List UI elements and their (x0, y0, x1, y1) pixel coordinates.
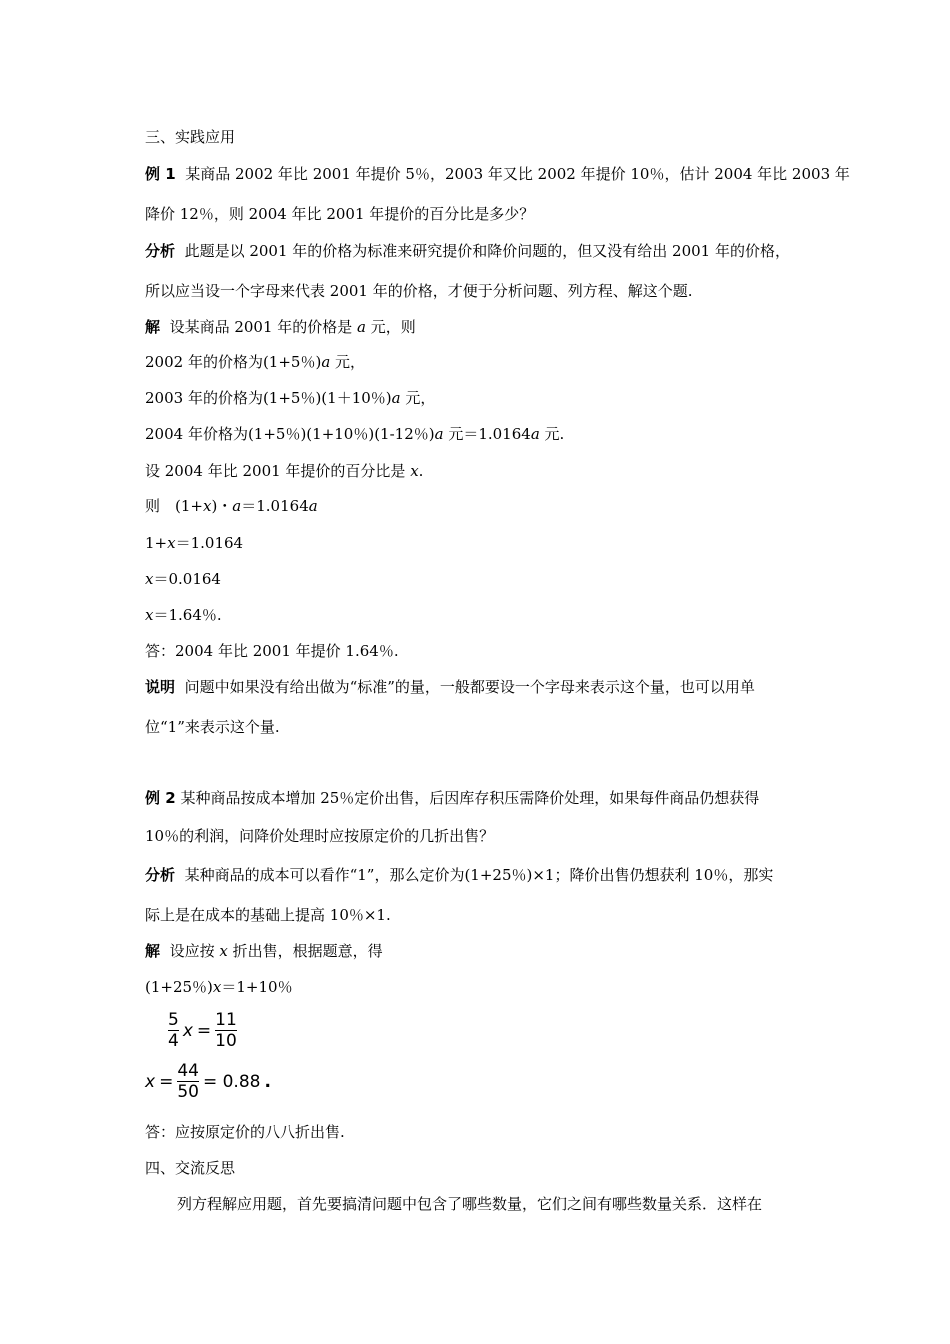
equation-1 (145, 496, 318, 516)
section-4-paragraph: 列方程解应用题，首先要搞清问题中包含了哪些数量，它们之间有哪些数量关系．这样在 (177, 1195, 763, 1213)
step-tail: 元. (539, 425, 565, 443)
section-4-title: 四、交流反思 (145, 1159, 236, 1177)
eq-part: ＝1.0164 (241, 497, 309, 515)
example-2-question-line-2: 10％的利润，问降价处理时应按原定价的几折出售？ (145, 827, 495, 845)
fraction-denominator: 4 (168, 1031, 179, 1051)
example-1-note-line-1 (145, 677, 755, 697)
variable-x: x (212, 978, 222, 996)
eq-part: )・ (211, 497, 233, 515)
eq-part: ＝0.0164 (153, 570, 221, 588)
example-1-answer: 答：2004 年比 2001 年提价 1.64％. (145, 642, 399, 660)
step-tail: 元， (330, 353, 366, 371)
analysis-text: 此题是以 2001 年的价格为标准来研究提价和降价问题的，但又没有给出 2001 年的价格， (184, 242, 790, 260)
equals-sign: = (159, 1071, 174, 1092)
example-1-question-line-1 (145, 164, 850, 184)
equation-3 (145, 569, 221, 589)
step-tail: 元， (400, 389, 436, 407)
fraction-equation-2 (145, 1061, 271, 1102)
note-text: 问题中如果没有给出做为“标准”的量，一般都要设一个字母来表示这个量，也可以用单 (184, 678, 755, 696)
variable-x: x (145, 570, 154, 588)
step-mid: 元＝1.0164 (443, 425, 531, 443)
example-2-question-line-1 (145, 788, 759, 808)
let-x-statement (145, 461, 423, 481)
example-1-analysis-line-2: 所以应当设一个字母来代表 2001 年的价格，才便于分析问题、列方程、解这个题. (145, 282, 693, 300)
period: . (264, 1071, 271, 1092)
let-tail: . (418, 462, 424, 480)
analysis-label: 分析 (145, 242, 176, 260)
example-1-note-line-2: 位“1”来表示这个量. (145, 718, 280, 736)
fraction-numerator: 5 (168, 1010, 179, 1030)
variable-a: a (308, 497, 318, 515)
example-1-question-line-2: 降价 12％，则 2004 年比 2001 年提价的百分比是多少？ (145, 205, 535, 223)
fraction-denominator: 50 (177, 1082, 199, 1102)
example-1-analysis-line-1 (145, 241, 790, 261)
example-2-solution-intro (145, 941, 383, 961)
equals-sign: = (196, 1020, 212, 1041)
solution-intro-tail: 元，则 (366, 318, 416, 336)
variable-x: x (182, 1020, 193, 1041)
solution-label: 解 (145, 318, 161, 336)
variable-a: a (391, 389, 401, 407)
variable-x: x (219, 942, 228, 960)
eq-part: ＝1+10％ (221, 978, 293, 996)
eq-part: ＝1.64％. (153, 606, 222, 624)
eq-part: (1+25％) (145, 978, 213, 996)
variable-a: a (321, 353, 331, 371)
step-2002-price (145, 352, 365, 372)
example-2-answer: 答：应按原定价的八八折出售. (145, 1123, 345, 1141)
step-text: 2004 年价格为(1+5％)(1+10％)(1-12％) (145, 425, 435, 443)
variable-a: a (357, 318, 366, 336)
example-2-analysis-line-1 (145, 865, 773, 885)
example-2-question-text: 某种商品按成本增加 25％定价出售，后因库存积压需降价处理，如果每件商品仍想获得 (180, 789, 760, 807)
example-2-analysis-line-2: 际上是在成本的基础上提高 10％×1. (145, 906, 391, 924)
variable-x: x (202, 497, 212, 515)
variable-x: x (145, 1071, 156, 1092)
equation-result: = 0.88 (202, 1071, 261, 1092)
fraction-11-10 (215, 1010, 237, 1051)
section-3-title: 三、实践应用 (145, 128, 236, 146)
step-text: 2003 年的价格为(1+5％)(1＋10％) (145, 389, 392, 407)
step-2004-price (145, 424, 564, 444)
eq-part: 则 (1+ (145, 497, 203, 515)
note-label: 说明 (145, 678, 176, 696)
eq-part: 1+ (145, 534, 168, 552)
variable-x: x (167, 534, 176, 552)
variable-x: x (145, 606, 154, 624)
analysis-label: 分析 (145, 866, 176, 884)
solution-intro-text: 设某商品 2001 年的价格是 (169, 318, 358, 336)
fraction-44-50 (177, 1061, 199, 1102)
example-1-label: 例 1 (145, 165, 176, 183)
step-2003-price (145, 388, 435, 408)
example-1-question-text: 某商品 2002 年比 2001 年提价 5％，2003 年又比 2002 年提价 10％，估计 2004 年比 2003 年 (185, 165, 850, 183)
step-text: 2002 年的价格为(1+5％) (145, 353, 322, 371)
fraction-denominator: 10 (215, 1031, 237, 1051)
solution-label: 解 (145, 942, 161, 960)
fraction-numerator: 44 (177, 1061, 199, 1081)
solution-text: 设应按 (169, 942, 220, 960)
variable-a: a (232, 497, 242, 515)
variable-x: x (410, 462, 419, 480)
variable-a: a (434, 425, 444, 443)
analysis-text: 某种商品的成本可以看作“1”，那么定价为(1+25％)×1；降价出售仍想获利 10％，那实 (184, 866, 774, 884)
equation-2 (145, 533, 243, 553)
eq-part: ＝1.0164 (175, 534, 244, 552)
example-1-solution-intro (145, 317, 416, 337)
variable-a: a (530, 425, 540, 443)
equation-4 (145, 605, 222, 625)
example-2-equation-1 (145, 977, 293, 997)
let-text: 设 2004 年比 2001 年提价的百分比是 (145, 462, 411, 480)
fraction-5-4 (168, 1010, 179, 1051)
example-2-label: 例 2 (145, 789, 176, 807)
fraction-numerator: 11 (215, 1010, 237, 1030)
fraction-equation-1 (168, 1010, 237, 1051)
solution-tail: 折出售，根据题意，得 (227, 942, 383, 960)
